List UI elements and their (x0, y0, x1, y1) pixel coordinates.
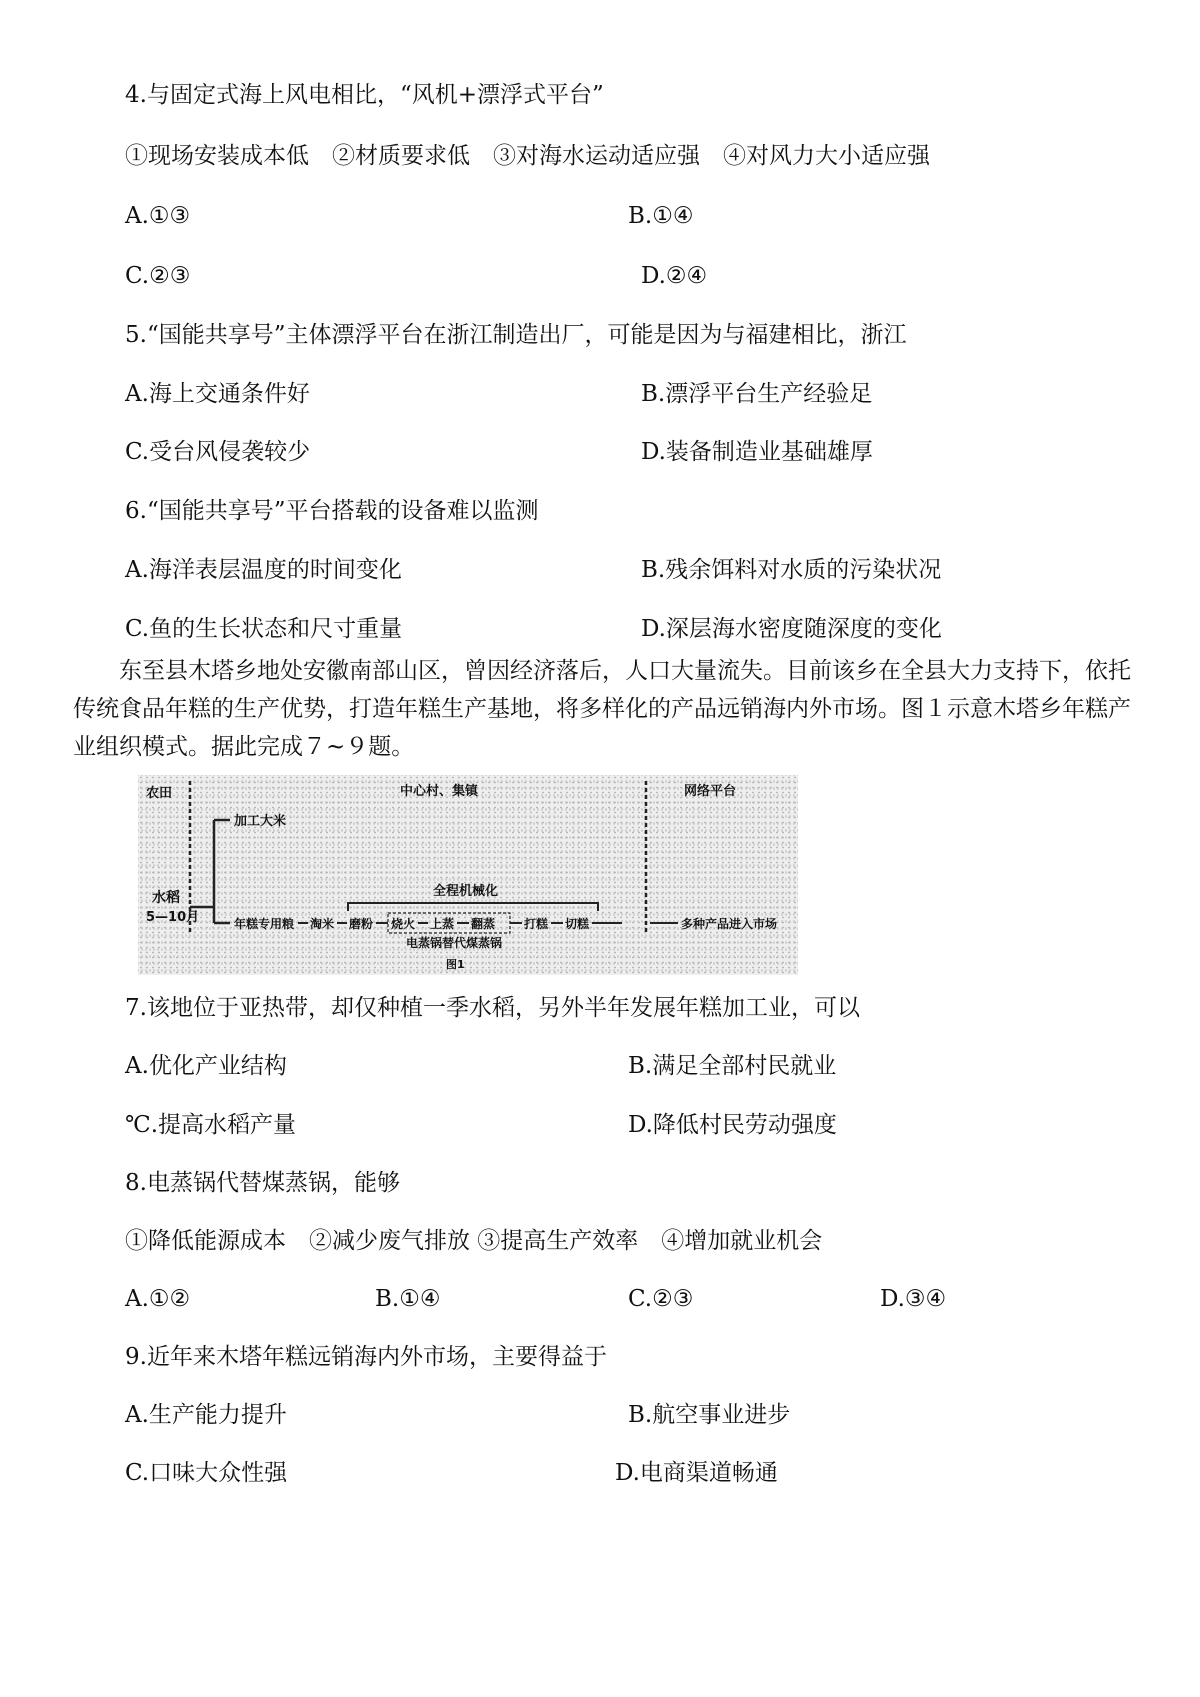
processed-rice-label: 加工大米 (234, 814, 287, 829)
q7-option-a: A.优化产业结构 (125, 1053, 287, 1079)
steamer-note: 电蒸锅替代煤蒸锅 (406, 936, 503, 950)
q5-stem: 5.“国能共享号”主体漂浮平台在浙江制造出厂，可能是因为与福建相比，浙江 (125, 322, 907, 348)
passage (73, 652, 1138, 766)
q4-option-a: A.①③ (125, 203, 191, 229)
process-grind: 磨粉 (349, 917, 374, 931)
q4-statements: ①现场安装成本低 ②材质要求低 ③对海水运动适应强 ④对风力大小适应强 (125, 143, 930, 169)
q6-option-a: A.海洋表层温度的时间变化 (125, 557, 402, 583)
period-label: 5—10月 (146, 910, 200, 925)
process-steam: 上蒸 (430, 917, 455, 931)
zone-farm-label: 农田 (146, 786, 173, 801)
q8-option-a: A.①② (125, 1286, 191, 1312)
passage-text: 东至县木塔乡地处安徽南部山区，曾因经济落后，人口大量流失。目前该乡在全县大力支持下，依托传统食品年糕的生产优势，打造年糕生产基地，将多样化的产品远销海内外市场。图１示意木塔乡年糕产业组织模式。据此完成７~９题。 (73, 658, 1131, 760)
branch-bracket (190, 820, 230, 923)
process-cut: 切糕 (565, 917, 590, 931)
q9-option-b: B.航空事业进步 (628, 1402, 791, 1428)
process-market: 多种产品进入市场 (681, 917, 778, 931)
mechanization-label: 全程机械化 (433, 884, 499, 899)
q4-option-c: C.②③ (125, 263, 191, 289)
q7-option-b: B.满足全部村民就业 (628, 1053, 837, 1079)
process-special-grain: 年糕专用粮 (234, 917, 295, 931)
q5-option-b: B.漂浮平台生产经验足 (641, 381, 873, 407)
q8-option-c: C.②③ (628, 1286, 694, 1312)
q6-option-c: C.鱼的生长状态和尺寸重量 (125, 616, 403, 642)
zone-village-label: 中心村、集镇 (400, 784, 479, 799)
q8-option-d: D.③④ (880, 1286, 947, 1312)
q7-stem: 7.该地位于亚热带，却仅种植一季水稻，另外半年发展年糕加工业，可以 (125, 995, 860, 1021)
q5-option-c: C.受台风侵袭较少 (125, 439, 311, 465)
q9-stem: 9.近年来木塔年糕远销海内外市场，主要得益于 (125, 1344, 607, 1370)
q9-option-a: A.生产能力提升 (125, 1402, 287, 1428)
q6-stem: 6.“国能共享号”平台搭载的设备难以监测 (125, 498, 539, 524)
figure-1-diagram (138, 775, 798, 975)
process-turn-steam: 翻蒸 (471, 917, 496, 931)
q9-option-d: D.电商渠道畅通 (615, 1460, 778, 1486)
q5-option-a: A.海上交通条件好 (125, 381, 310, 407)
figure-caption: 图1 (446, 958, 465, 971)
q8-option-b: B.①④ (375, 1286, 441, 1312)
rice-label: 水稻 (152, 890, 180, 906)
q4-option-d: D.②④ (641, 263, 708, 289)
q6-option-b: B.残余饵料对水质的污染状况 (641, 557, 942, 583)
q9-option-c: C.口味大众性强 (125, 1460, 288, 1486)
q6-option-d: D.深层海水密度随深度的变化 (641, 616, 942, 642)
process-beat: 打糕 (524, 917, 549, 931)
process-wash: 淘米 (310, 917, 335, 931)
q8-stem: 8.电蒸锅代替煤蒸锅，能够 (125, 1170, 400, 1196)
q4-option-b: B.①④ (628, 203, 694, 229)
q4-stem: 4.与固定式海上风电相比，“风机+漂浮式平台” (125, 82, 604, 108)
q5-option-d: D.装备制造业基础雄厚 (641, 439, 873, 465)
q7-option-c: ℃.提高水稻产量 (125, 1112, 297, 1138)
figure-1 (138, 775, 798, 975)
q7-option-d: D.降低村民劳动强度 (628, 1112, 837, 1138)
mechanization-bracket (348, 903, 598, 911)
q8-statements: ①降低能源成本 ②减少废气排放 ③提高生产效率 ④增加就业机会 (125, 1228, 823, 1254)
zone-online-label: 网络平台 (684, 784, 737, 799)
process-fire: 烧火 (391, 917, 416, 931)
